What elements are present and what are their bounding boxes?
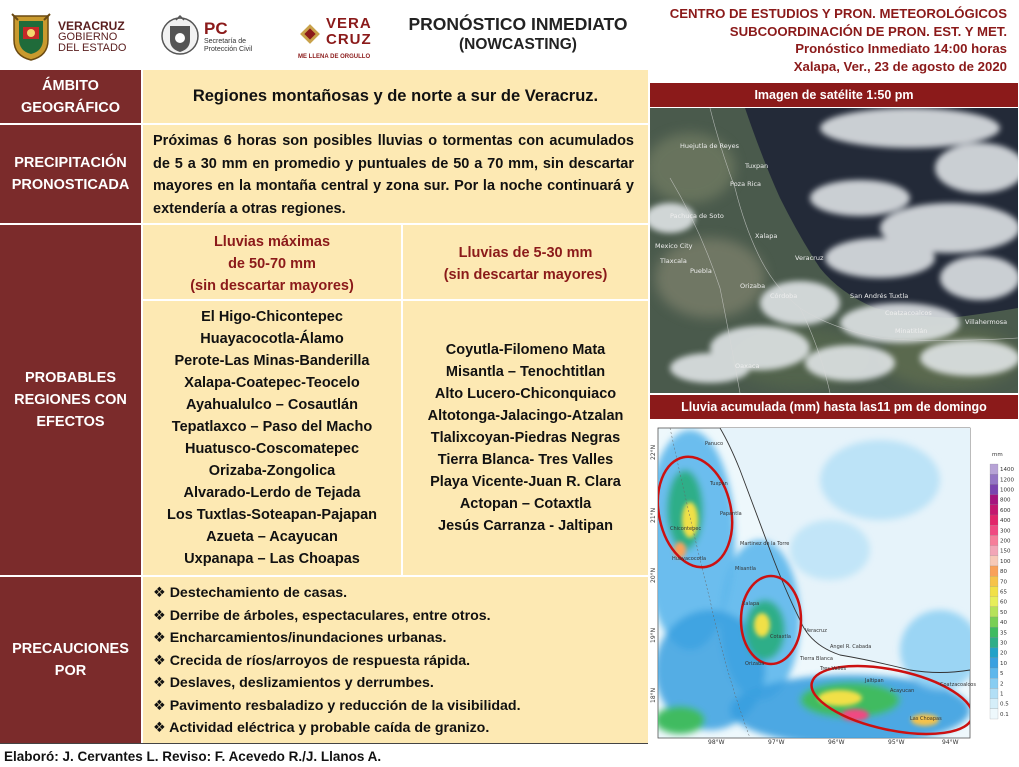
list-item: ❖ Pavimento resbaladizo y reducción de la visibilidad. <box>153 697 521 714</box>
issuer-line4: Xalapa, Ver., 23 de agosto de 2020 <box>793 58 1007 74</box>
legend-swatch <box>990 688 998 698</box>
header <box>0 0 1019 74</box>
vera-logo-tagline: ME LLENA DE ORGULLO <box>298 54 371 60</box>
rain-map-svg <box>650 420 1018 745</box>
list-item: Huayacocotla-Álamo <box>200 331 344 347</box>
legend-label: 1400 <box>1000 467 1014 474</box>
legend-swatch <box>990 484 998 494</box>
legend-swatch <box>990 678 998 688</box>
sat-label: Tlaxcala <box>660 257 687 265</box>
lon-label: 97°W <box>768 739 785 745</box>
legend-label: 1200 <box>1000 477 1014 484</box>
legend-label: 20 <box>1000 650 1007 657</box>
legend-label: 60 <box>1000 599 1007 606</box>
legend-swatch <box>990 597 998 607</box>
legend-label: 300 <box>1000 528 1011 535</box>
precipitacion-cell <box>143 125 648 223</box>
col2-head-cell <box>403 225 648 299</box>
issuer-info <box>670 5 1007 75</box>
legend-label: 80 <box>1000 569 1007 576</box>
list-item: Coyutla-Filomeno Mata <box>445 342 606 358</box>
pc-logo-line1: Secretaría de <box>204 38 247 45</box>
veracruz-logo-line1: VERACRUZ <box>58 19 125 33</box>
list-item: ❖ Encharcamientos/inundaciones urbanas. <box>153 630 447 646</box>
sat-label: Coatzacoalcos <box>885 309 932 317</box>
lon-label: 98°W <box>708 739 725 745</box>
legend-swatch <box>990 607 998 617</box>
lat-label: 22°N <box>650 444 657 460</box>
list-item: ❖ Crecida de ríos/arroyos de respuesta rápida. <box>153 652 471 669</box>
list-item: Tierra Blanca- Tres Valles <box>437 452 614 468</box>
list-item: Misantla – Tenochtitlan <box>445 364 606 380</box>
map-place-label: Coatzacoalcos <box>940 682 976 688</box>
list-item: Ayahualulco – Cosautlán <box>186 397 358 413</box>
precipitacion-text: Próximas 6 horas son posibles lluvias o tormentas con acumulados de 5 a 30 mm en promedio y puntuales de 50 a 70 mm, sin descartar mayores en la montaña central y zona sur. Por la noche continuará y extendería a otras regiones. <box>153 133 634 217</box>
legend-swatch <box>990 495 998 505</box>
precauciones-list <box>153 582 638 740</box>
list-item: Azueta – Acayucan <box>206 529 338 545</box>
legend-swatch <box>990 668 998 678</box>
legend-swatch <box>990 658 998 668</box>
map-place-label: Angel R. Cabada <box>830 644 872 650</box>
list-item: Actopan – Cotaxtla <box>459 496 592 512</box>
legend-label: 10 <box>1000 660 1007 667</box>
veracruz-logo <box>10 12 140 62</box>
ambito-value: Regiones montañosas y de norte a sur de Veracruz. <box>192 87 599 105</box>
title-line2: (NOWCASTING) <box>459 36 577 53</box>
list-item: Tepatlaxco – Paso del Macho <box>171 419 373 435</box>
list-item: Tlalixcoyan-Piedras Negras <box>430 430 621 446</box>
veracruz-logo-line2: GOBIERNO <box>58 31 118 43</box>
satellite-banner: Imagen de satélite 1:50 pm <box>650 83 1018 109</box>
title-line1: PRONÓSTICO INMEDIATO <box>408 14 628 34</box>
col1-list-cell <box>143 301 401 575</box>
issuer-line2: SUBCOORDINACIÓN DE PRON. EST. Y MET. <box>729 23 1007 39</box>
col1-head-line3: (sin descartar mayores) <box>190 278 354 294</box>
footer-rule <box>0 743 648 744</box>
legend-unit: mm <box>992 452 1003 458</box>
list-item: El Higo-Chicontepec <box>201 309 343 325</box>
sat-label: Mexico City <box>655 242 693 250</box>
precauciones-cell <box>143 577 648 743</box>
map-place-label: Martinez de la Torre <box>740 541 790 547</box>
pc-logo-line2: Protección Civil <box>204 46 253 53</box>
col1-list <box>143 306 401 570</box>
lat-label: 19°N <box>650 627 657 643</box>
legend-label: 30 <box>1000 640 1007 647</box>
sat-label: Orizaba <box>740 282 766 290</box>
map-place-label: Papantla <box>720 511 742 517</box>
sat-label: Veracruz <box>795 254 824 262</box>
legend-label: 0.1 <box>1000 711 1009 718</box>
sat-label: Minatitlán <box>895 327 928 335</box>
vera-cruz-logo <box>296 14 376 64</box>
list-item: ❖ Actividad eléctrica y probable caída de granizo. <box>153 720 490 736</box>
legend-label: 200 <box>1000 538 1011 545</box>
bullet-icon: ❖ <box>153 720 166 736</box>
lat-label: 21°N <box>650 507 657 523</box>
legend-swatch <box>990 586 998 596</box>
bullet-icon: ❖ <box>153 697 166 714</box>
legend-label: 1000 <box>1000 487 1014 494</box>
legend-label: 35 <box>1000 630 1007 637</box>
list-item: Uxpanapa – Las Choapas <box>184 551 360 567</box>
map-place-label: Tierra Blanca <box>800 656 833 662</box>
legend-label: 400 <box>1000 518 1011 525</box>
legend-label: 150 <box>1000 548 1011 555</box>
legend-swatch <box>990 535 998 545</box>
bullet-icon: ❖ <box>153 630 166 646</box>
col1-head-line2: de 50-70 mm <box>228 256 316 272</box>
legend-label: 70 <box>1000 579 1007 586</box>
map-place-label: Tres Valles <box>820 666 847 672</box>
col1-head-line1: Lluvias máximas <box>213 234 331 250</box>
sat-label: Huejutla de Reyes <box>680 142 739 150</box>
legend-label: 100 <box>1000 558 1011 565</box>
regiones-label: PROBABLES REGIONES CON EFECTOS <box>0 225 141 575</box>
legend-swatch <box>990 648 998 658</box>
legend-swatch <box>990 566 998 576</box>
legend-label: 5 <box>1000 671 1004 678</box>
col2-head-line1: Lluvias de 5-30 mm <box>458 245 593 261</box>
page-title <box>396 13 640 55</box>
sat-label: Xalapa <box>755 232 778 240</box>
lon-label: 94°W <box>942 739 959 745</box>
legend-swatch <box>990 709 998 719</box>
map-place-label: Cotaxtla <box>770 634 791 640</box>
issuer-line3: Pronóstico Inmediato 14:00 horas <box>795 41 1007 56</box>
sat-label: Villahermosa <box>965 318 1008 326</box>
proteccion-civil-logo <box>160 14 270 60</box>
legend-swatch <box>990 576 998 586</box>
map-place-label: Chicontepec <box>670 526 702 532</box>
map-place-label: Tuxpan <box>710 481 728 487</box>
satellite-image <box>650 108 1018 393</box>
legend-swatch <box>990 464 998 474</box>
list-item: Huatusco-Coscomatepec <box>184 441 360 457</box>
legend-label: 50 <box>1000 609 1007 616</box>
rain-legend <box>990 464 1014 719</box>
legend-swatch <box>990 515 998 525</box>
col1-head-cell <box>143 225 401 299</box>
legend-swatch <box>990 556 998 566</box>
sat-label: Córdoba <box>770 292 798 300</box>
list-item: Perote-Las Minas-Banderilla <box>174 353 370 369</box>
legend-swatch <box>990 637 998 647</box>
rain-map-banner: Lluvia acumulada (mm) hasta las11 pm de domingo <box>650 395 1018 421</box>
legend-swatch <box>990 474 998 484</box>
sat-label: San Andrés Tuxtla <box>850 292 909 300</box>
legend-swatch <box>990 505 998 515</box>
list-item: ❖ Derribe de árboles, espectaculares, entre otros. <box>153 607 491 624</box>
sat-label: Pachuca de Soto <box>670 212 724 220</box>
lon-label: 96°W <box>828 739 845 745</box>
satellite-map-svg <box>650 108 1018 393</box>
legend-swatch <box>990 627 998 637</box>
lon-label: 95°W <box>888 739 905 745</box>
pc-logo-acronym: PC <box>204 19 228 38</box>
col2-head-line2: (sin descartar mayores) <box>443 267 608 283</box>
bullet-icon: ❖ <box>153 675 166 691</box>
vera-diamond-icon <box>296 20 324 48</box>
legend-swatch <box>990 699 998 709</box>
map-place-label: Acayucan <box>890 688 915 694</box>
map-place-label: Huayacocotla <box>672 556 707 562</box>
legend-label: 0.5 <box>1000 701 1009 708</box>
legend-label: 600 <box>1000 507 1011 514</box>
map-place-label: Veracruz <box>805 628 827 634</box>
list-item: Jesús Carranza - Jaltipan <box>438 518 613 534</box>
legend-label: 1 <box>1000 691 1004 698</box>
list-item: Xalapa-Coatepec-Teocelo <box>184 375 360 391</box>
list-item: ❖ Destechamiento de casas. <box>153 585 348 601</box>
credits: Elaboró: J. Cervantes L. Reviso: F. Acevedo R./J. Llanos A. <box>4 749 382 764</box>
sat-label: Poza Rica <box>730 180 762 188</box>
legend-label: 65 <box>1000 589 1007 596</box>
precauciones-label: PRECAUCIONES POR <box>0 577 141 743</box>
precipitacion-label: PRECIPITACIÓN PRONOSTICADA <box>0 125 141 223</box>
legend-label: 2 <box>1000 681 1004 688</box>
list-item: Altotonga-Jalacingo-Atzalan <box>427 408 624 424</box>
map-place-label: Panuco <box>705 441 724 447</box>
legend-swatch <box>990 525 998 535</box>
lat-label: 18°N <box>650 687 657 703</box>
ambito-cell <box>143 70 648 123</box>
col2-list <box>403 339 648 537</box>
coat-of-arms-icon <box>10 12 52 62</box>
legend-swatch <box>990 546 998 556</box>
forecast-table <box>0 70 648 743</box>
bullet-icon: ❖ <box>153 652 166 669</box>
bullet-icon: ❖ <box>153 585 166 601</box>
vera-logo-line2: CRUZ <box>326 31 372 48</box>
pc-shield-icon <box>160 14 200 58</box>
list-item: Alvarado-Lerdo de Tejada <box>183 485 361 501</box>
legend-label: 40 <box>1000 620 1007 627</box>
list-item: Los Tuxtlas-Soteapan-Pajapan <box>166 507 378 523</box>
col2-list-cell <box>403 301 648 575</box>
lat-label: 20°N <box>650 567 657 583</box>
veracruz-logo-line3: DEL ESTADO <box>58 42 127 54</box>
sat-label: Puebla <box>690 267 712 275</box>
sat-label: Oaxaca <box>735 362 760 370</box>
list-item: ❖ Deslaves, deslizamientos y derrumbes. <box>153 675 434 691</box>
vera-logo-line1: VERA <box>326 15 372 32</box>
legend-swatch <box>990 617 998 627</box>
sat-label: Tuxpan <box>745 162 769 170</box>
map-place-label: Misantla <box>735 566 756 572</box>
map-place-label: Jaltipan <box>865 678 884 684</box>
bullet-icon: ❖ <box>153 607 166 624</box>
ambito-label: ÁMBITO GEOGRÁFICO <box>0 70 141 123</box>
issuer-line1: CENTRO DE ESTUDIOS Y PRON. METEOROLÓGICOS <box>669 6 1007 21</box>
map-place-label: Las Choapas <box>910 716 942 722</box>
map-place-label: Xalapa <box>742 601 760 607</box>
legend-label: 800 <box>1000 497 1011 504</box>
list-item: Orizaba-Zongolica <box>208 463 336 479</box>
list-item: Alto Lucero-Chiconquiaco <box>434 386 617 402</box>
rain-map <box>650 420 1018 745</box>
list-item: Playa Vicente-Juan R. Clara <box>430 474 621 490</box>
map-place-label: Orizaba <box>745 661 765 667</box>
